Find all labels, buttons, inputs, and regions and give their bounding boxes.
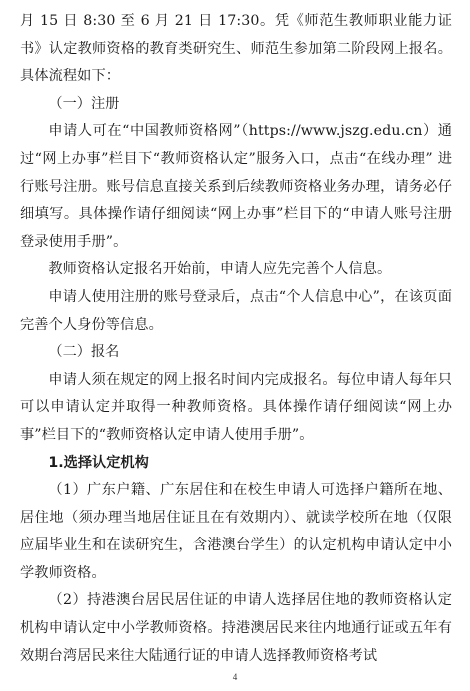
section-heading-register: （一）注册 [48, 95, 120, 112]
paragraph-agency-hk-macao-taiwan: （2）持港澳台居民居住证的申请人选择居住地的教师资格认定机构申请认定中小学教师资格。持港澳居民来往内地通行证或五年有效期台湾居民来往大陆通行证的申请人选择教师资格考试 [20, 592, 452, 664]
paragraph-complete-info: 教师资格认定报名开始前，申请人应先完善个人信息。 [48, 261, 392, 278]
page-number: 4 [232, 672, 238, 682]
paragraph-intro: 月 15 日 8:30 至 6 月 21 日 17:30。凭《师范生教师职业能力证书》认定教师资格的教育类研究生、师范生参加第二阶段网上报名。具体流程如下： [20, 13, 452, 85]
paragraph-agency-guangdong: （1）广东户籍、广东居住和在校生申请人可选择户籍所在地、居住地（须办理当地居住证且在有效期内）、就读学校所在地（仅限应届毕业生和在读研究生，含港澳台学生）的认定机构申请认定中小学教师资格。 [20, 482, 452, 581]
subsection-heading-select-agency: 1.选择认定机构 [48, 454, 149, 471]
paragraph-apply-rules: 申请人须在规定的网上报名时间内完成报名。每位申请人每年只可以申请认定并取得一种教师资格。具体操作请仔细阅读“网上办事”栏目下的“教师资格认定申请人使用手册”。 [20, 371, 452, 443]
paragraph-register-account: 申请人可在“中国教师资格网”（https://www.jszg.edu.cn）通过“网上办事”栏目下“教师资格认定”服务入口，点击“在线办理” 进行账号注册。账号信息直接关系到后续教师资格业务办理，请务必仔细填写。具体操作请仔细阅读“网上办事”栏目下的“申请人账号注册登录使用手册”。 [20, 123, 452, 250]
section-heading-apply: （二）报名 [48, 344, 120, 361]
paragraph-login-info-center: 申请人使用注册的账号登录后，点击“个人信息中心”，在该页面完善个人身份等信息。 [20, 288, 452, 333]
document-body [20, 8, 452, 670]
